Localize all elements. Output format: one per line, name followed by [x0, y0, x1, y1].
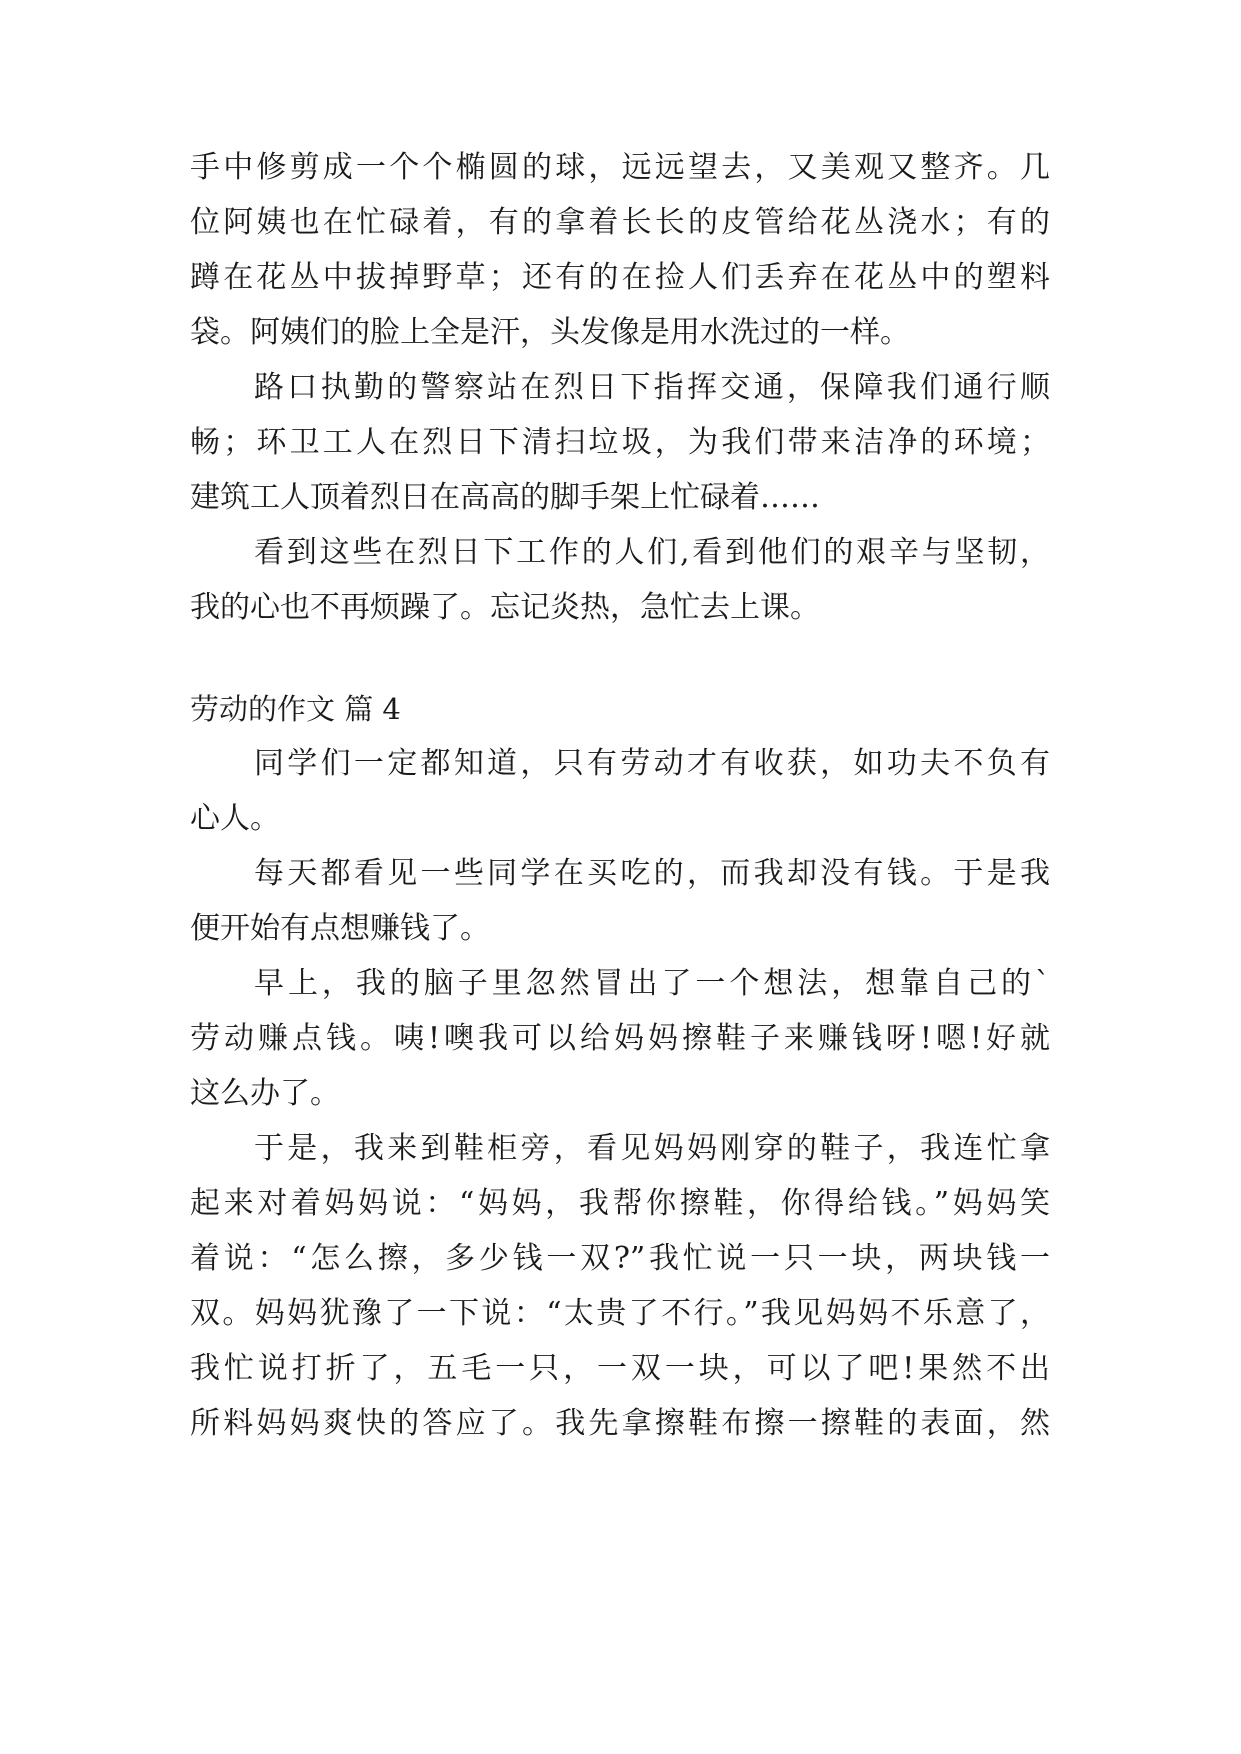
text-line: 便开始有点想赚钱了。 [190, 911, 490, 946]
text-line: 看到这些在烈日下工作的人们,看到他们的艰辛与坚韧， [254, 535, 1050, 570]
text-line: 路口执勤的警察站在烈日下指挥交通，保障我们通行顺 [254, 370, 1050, 405]
text-line: 畅；环卫工人在烈日下清扫垃圾，为我们带来洁净的环境； [190, 425, 1050, 460]
text-line: 着说：“怎么擦，多少钱一双?”我忙说一只一块，两块钱一 [190, 1241, 1050, 1276]
text-line: 我忙说打折了，五毛一只，一双一块，可以了吧!果然不出 [190, 1351, 1050, 1386]
text-line: 劳动赚点钱。咦!噢我可以给妈妈擦鞋子来赚钱呀!嗯!好就 [190, 1021, 1050, 1056]
text-line: 双。妈妈犹豫了一下说：“太贵了不行。”我见妈妈不乐意了， [190, 1296, 1050, 1331]
text-line: 同学们一定都知道，只有劳动才有收获，如功夫不负有 [254, 746, 1050, 781]
text-line: 起来对着妈妈说：“妈妈，我帮你擦鞋，你得给钱。”妈妈笑 [190, 1186, 1050, 1221]
section-heading: 劳动的作文 篇 4 [190, 692, 401, 726]
text-line: 早上，我的脑子里忽然冒出了一个想法，想靠自己的` [254, 966, 1050, 1001]
text-line: 建筑工人顶着烈日在高高的脚手架上忙碌着…… [190, 480, 820, 515]
text-line: 于是，我来到鞋柜旁，看见妈妈刚穿的鞋子，我连忙拿 [254, 1131, 1050, 1166]
text-line: 这么办了。 [190, 1076, 340, 1111]
text-line: 每天都看见一些同学在买吃的，而我却没有钱。于是我 [254, 856, 1050, 891]
text-line: 心人。 [190, 801, 280, 836]
text-line: 所料妈妈爽快的答应了。我先拿擦鞋布擦一擦鞋的表面，然 [190, 1406, 1050, 1441]
text-line: 位阿姨也在忙碌着，有的拿着长长的皮管给花丛浇水；有的 [190, 205, 1050, 240]
text-line: 我的心也不再烦躁了。忘记炎热，急忙去上课。 [190, 590, 820, 625]
text-line: 蹲在花丛中拔掉野草；还有的在捡人们丢弃在花丛中的塑料 [190, 260, 1050, 295]
text-line: 手中修剪成一个个椭圆的球，远远望去，又美观又整齐。几 [190, 150, 1050, 185]
text-line: 袋。阿姨们的脸上全是汗，头发像是用水洗过的一样。 [190, 315, 910, 350]
